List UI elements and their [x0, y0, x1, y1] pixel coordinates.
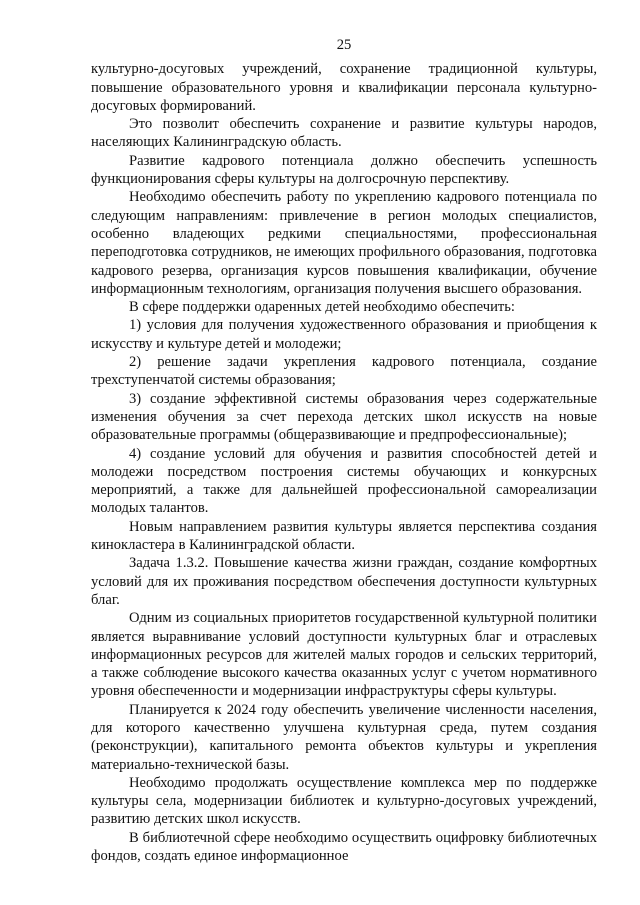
paragraph: Новым направлением развития культуры является перспектива создания кинокластера в Калининградской области.	[91, 518, 597, 554]
list-item: 1) условия для получения художественного образования и приобщения к искусству и культуре детей и молодежи;	[91, 317, 597, 352]
paragraph: Развитие кадрового потенциала должно обеспечить успешность функционирования сферы культуры на долгосрочную перспективу.	[91, 152, 597, 188]
paragraph: В библиотечной сфере необходимо осуществить оцифровку библиотечных фондов, создать единое информационное	[91, 829, 597, 865]
list-item: 2) решение задачи укрепления кадрового потенциала, создание трехступенчатой системы образования;	[91, 354, 597, 389]
paragraph: культурно-досуговых учреждений, сохранение традиционной культуры, повышение образовательного уровня и квалификации персонала культурно-досуговых формирований.	[91, 61, 597, 114]
paragraph: Это позволит обеспечить сохранение и развитие культуры народов, населяющих Калининградскую область.	[91, 116, 597, 151]
paragraph: Необходимо продолжать осуществление комплекса мер по поддержке культуры села, модернизации библиотек и культурно-досуговых учреждений, развитию детских школ искусств.	[91, 774, 597, 828]
task-paragraph: Задача 1.3.2. Повышение качества жизни граждан, создание комфортных условий для их проживания посредством обеспечения доступности культурных благ.	[91, 555, 597, 608]
paragraph: Планируется к 2024 году обеспечить увеличение численности населения, для которого качественно улучшена культурная среда, путем создания (реконструкции), капитального ремонта объектов культуры и укрепления материально-технической базы.	[91, 701, 597, 773]
paragraph: Одним из социальных приоритетов государственной культурной политики является выравнивание условий доступности культурных благ и отраслевых информационных ресурсов для жителей малых городов и сельских территорий, а также соблюдение высокого качества оказанных услуг с учетом нормативного уровня обеспеченности и модернизации инфраструктуры сферы культуры.	[91, 610, 597, 700]
list-item: 3) создание эффективной системы образования через содержательные изменения обучения за счет перехода детских школ искусств на новые образовательные программы (общеразвивающие и предпрофессиональные);	[91, 390, 597, 444]
paragraph: Необходимо обеспечить работу по укреплению кадрового потенциала по следующим направлениям: привлечение в регион молодых специалистов, особенно владеющих редкими специальностями, профессиональная переподготовка сотрудников, не имеющих профильного образования, подготовка кадрового резерва, организация курсов повышения квалификации, обучение информационным технологиям, организация получения высшего образования.	[91, 189, 597, 297]
list-item: 4) создание условий для обучения и развития способностей детей и молодежи посредством построения системы обучающих и конкурсных мероприятий, а также для дальнейшей профессиональной самореализации молодых талантов.	[91, 445, 597, 517]
document-page	[91, 36, 597, 865]
paragraph: В сфере поддержки одаренных детей необходимо обеспечить:	[129, 299, 515, 316]
page-number: 25	[336, 37, 352, 53]
